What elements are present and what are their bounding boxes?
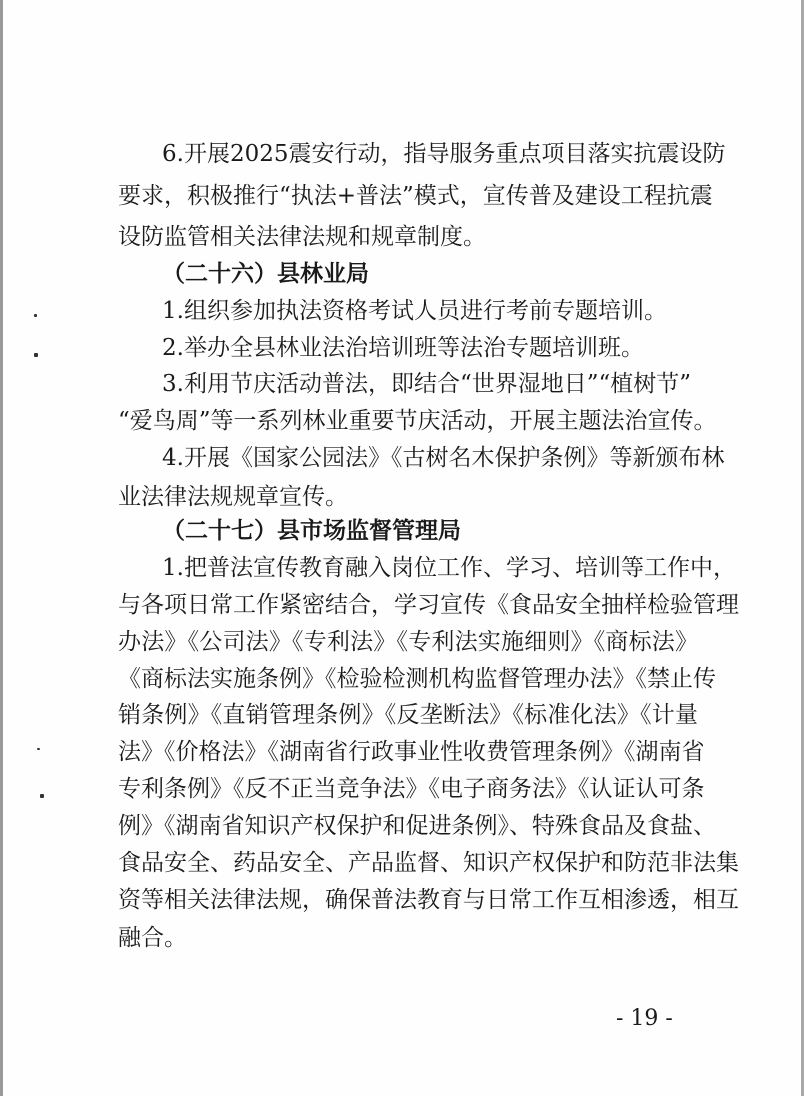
- paragraph-line: 资等相关法律法规，确保普法教育与日常工作互相渗透，相互: [118, 887, 739, 913]
- scan-speck: [34, 353, 38, 357]
- paragraph-line: 1.组织参加执法资格考试人员进行考前专题培训。: [162, 298, 667, 324]
- paragraph-line: 融合。: [118, 925, 187, 951]
- paragraph-line: 4.开展《国家公园法》《古树名木保护条例》等新颁布林: [162, 445, 725, 471]
- paragraph-line: 3.利用节庆活动普法，即结合“世界湿地日”“植树节”: [162, 371, 691, 397]
- scan-edge-left: [0, 0, 3, 1096]
- paragraph-line: 销条例》《直销管理条例》《反垄断法》《标准化法》《计量: [118, 702, 698, 728]
- scan-speck: [34, 314, 37, 317]
- paragraph-line: “爱鸟周”等一系列林业重要节庆活动，开展主题法治宣传。: [118, 408, 717, 434]
- scan-speck: [37, 748, 40, 750]
- paragraph-line: 2.举办全县林业法治培训班等法治专题培训班。: [162, 335, 644, 361]
- paragraph-line: 设防监管相关法律法规和规章制度。: [118, 224, 486, 250]
- paragraph-line: 与各项日常工作紧密结合，学习宣传《食品安全抽样检验管理: [118, 592, 739, 618]
- section-heading: （二十七）县市场监督管理局: [162, 517, 461, 544]
- paragraph-line: 食品安全、药品安全、产品监督、知识产权保护和防范非法集: [118, 850, 739, 876]
- paragraph-line: 6.开展2025震安行动，指导服务重点项目落实抗震设防: [162, 141, 726, 167]
- paragraph-line: 例》《湖南省知识产权保护和促进条例》、特殊食品及食盐、: [118, 813, 716, 839]
- page-number: - 19 -: [616, 1006, 673, 1031]
- scan-speck: [40, 794, 44, 798]
- paragraph-line: 业法律法规规章宣传。: [118, 484, 348, 510]
- paragraph-line: 法》《价格法》《湖南省行政事业性收费管理条例》《湖南省: [118, 739, 705, 765]
- paragraph-line: 《商标法实施条例》《检验检测机构监督管理办法》《禁止传: [118, 666, 716, 692]
- paragraph-line: 专利条例》《反不正当竞争法》《电子商务法》《认证认可条: [118, 776, 705, 802]
- paragraph-line: 1.把普法宣传教育融入岗位工作、学习、培训等工作中，: [162, 555, 736, 581]
- paragraph-line: 办法》《公司法》《专利法》《专利法实施细则》《商标法》: [118, 629, 698, 655]
- section-heading: （二十六）县林业局: [162, 260, 369, 287]
- paragraph-line: 要求，积极推行“执法+普法”模式，宣传普及建设工程抗震: [118, 183, 713, 209]
